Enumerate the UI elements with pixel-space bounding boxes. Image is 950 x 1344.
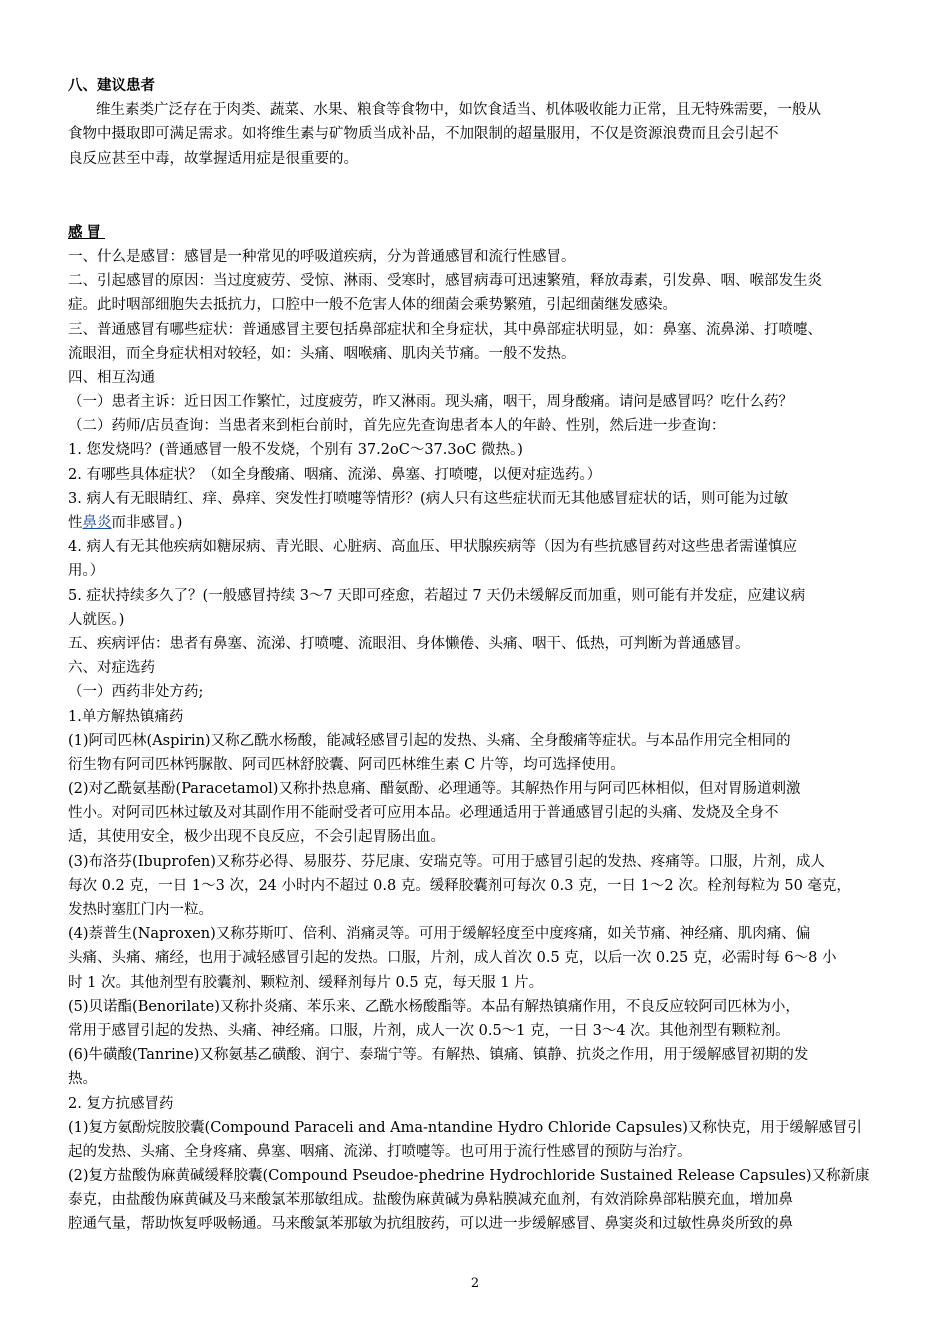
- text-line: （二）药师/店员查询：当患者来到柜台前时，首先应先查询患者本人的年龄、性别，然后进一步查询：: [68, 418, 726, 435]
- text-line: （一）患者主诉：近日因工作繁忙，过度疲劳，昨又淋雨。现头痛，咽干，周身酸痛。请问是感冒吗？吃什么药？: [68, 394, 793, 411]
- text-line: (6)牛磺酸(Tanrine)又称氨基乙磺酸、润宁、泰瑞宁等。有解热、镇痛、镇静、抗炎之作用，用于缓解感冒初期的发: [68, 1047, 809, 1064]
- text-line: (1)复方氨酚烷胺胶囊(Compound Paraceli and Ama-ntandine Hydro Chloride Capsules)又称快克，用于缓解感冒引: [68, 1119, 862, 1136]
- text-line: 性小。对阿司匹林过敏及对其副作用不能耐受者可应用本品。必理通适用于普通感冒引起的头痛、发烧及全身不: [68, 805, 779, 822]
- text-line: 1. 您发烧吗？(普通感冒一般不发烧，个别有 37.2oC～37.3oC 微热。): [68, 442, 523, 459]
- text-line: 用。）: [68, 563, 105, 580]
- text-line: 人就医。): [68, 611, 125, 628]
- page-number: 2: [470, 1276, 480, 1291]
- text-line: (1)阿司匹林(Aspirin)又称乙酰水杨酸，能减轻感冒引起的发热、头痛、全身酸痛等症状。与本品作用完全相同的: [68, 732, 791, 749]
- rhinitis-link[interactable]: 鼻炎: [82, 515, 112, 531]
- text-fragment: 而非感冒。): [111, 515, 183, 531]
- text-line: 发热时塞肛门内一粒。: [68, 902, 213, 918]
- text-line: （一）西药非处方药;: [68, 684, 204, 701]
- section-gap: [68, 171, 883, 221]
- document-page: [68, 74, 883, 1261]
- text-line: 六、对症选药: [68, 660, 155, 677]
- text-line: 症。此时咽部细胞失去抵抗力，口腔中一般不危害人体的细菌会乘势繁殖，引起细菌继发感染。: [68, 297, 677, 314]
- text-line: [68, 1237, 883, 1261]
- text-line: (4)萘普生(Naproxen)又称芬斯叮、倍利、消痛灵等。可用于缓解轻度至中度疼痛，如关节痛、神经痛、肌肉痛、偏: [68, 926, 811, 943]
- text-line: 流眼泪，而全身症状相对较轻，如：头痛、咽喉痛、肌肉关节痛。一般不发热。: [68, 345, 576, 362]
- text-line: [68, 511, 883, 535]
- text-line: 适，其使用安全，极少出现不良反应，不会引起胃肠出血。: [68, 829, 445, 846]
- text-line: 泰克，由盐酸伪麻黄碱及马来酸氯苯那敏组成。盐酸伪麻黄碱为鼻粘膜减充血剂，有效消除鼻部粘膜充血，增加鼻: [68, 1192, 793, 1209]
- paragraph-line: 维生素类广泛存在于肉类、蔬菜、水果、粮食等食物中，如饮食适当、机体吸收能力正常，且无特殊需要，一般从: [96, 102, 821, 119]
- text-line: 每次 0.2 克，一日 1～3 次，24 小时内不超过 0.8 克。缓释胶囊剂可每次 0.3 克，一日 1～2 次。栓剂每粒为 50 毫克，: [68, 877, 851, 894]
- text-line: (3)布洛芬(Ibuprofen)又称芬必得、易服芬、芬尼康、安瑞克等。可用于感冒引起的发热、疼痛等。口服，片剂，成人: [68, 853, 825, 870]
- text-line: 4. 病人有无其他疾病如糖尿病、青光眼、心脏病、高血压、甲状腺疾病等（因为有些抗感冒药对这些患者需谨慎应: [68, 539, 797, 556]
- text-line: (2)对乙酰氨基酚(Paracetamol)又称扑热息痛、醋氨酚、必理通等。其解热作用与阿司匹林相似，但对胃肠道刺激: [68, 781, 801, 798]
- text-line: 2. 有哪些具体症状？（如全身酸痛、咽痛、流涕、鼻塞、打喷嚏，以便对症选药。）: [68, 466, 602, 483]
- text-line: 一、什么是感冒：感冒是一种常见的呼吸道疾病，分为普通感冒和流行性感冒。: [68, 248, 576, 265]
- text-line: 二、引起感冒的原因：当过度疲劳、受惊、淋雨、受寒时，感冒病毒可迅速繁殖，释放毒素，引发鼻、咽、喉部发生炎: [68, 273, 822, 290]
- paragraph-line: 良反应甚至中毒，故掌握适用症是很重要的。: [68, 150, 358, 167]
- text-line: 常用于感冒引起的发热、头痛、神经痛。口服，片剂，成人一次 0.5～1 克，一日 3～4 次。其他剂型有颗粒剂。: [68, 1022, 790, 1039]
- text-line: 五、疾病评估：患者有鼻塞、流涕、打喷嚏、流眼泪、身体懒倦、头痛、咽干、低热，可判断为普通感冒。: [68, 635, 750, 652]
- text-line: 2. 复方抗感冒药: [68, 1095, 174, 1112]
- text-line: 5. 症状持续多久了？(一般感冒持续 3～7 天即可痊愈，若超过 7 天仍未缓解反而加重，则可能有并发症，应建议病: [68, 587, 806, 604]
- text-line: 腔通气量，帮助恢复呼吸畅通。马来酸氯苯那敏为抗组胺药，可以进一步缓解感冒、鼻窦炎和过敏性鼻炎所致的鼻: [68, 1216, 793, 1233]
- text-line: (5)贝诺酯(Benorilate)又称扑炎痛、苯乐来、乙酰水杨酸酯等。本品有解热镇痛作用，不良反应较阿司匹林为小，: [68, 998, 800, 1015]
- text-line: 1.单方解热镇痛药: [68, 708, 184, 725]
- text-fragment: 性: [68, 515, 83, 531]
- text-line: 三、普通感冒有哪些症状：普通感冒主要包括鼻部症状和全身症状，其中鼻部症状明显，如：鼻塞、流鼻涕、打喷嚏、: [68, 321, 822, 338]
- text-line: 起的发热、头痛、全身疼痛、鼻塞、咽痛、流涕、打喷嚏等。也可用于流行性感冒的预防与治疗。: [68, 1143, 692, 1160]
- cold-title: 感冒: [68, 223, 105, 241]
- text-line: 热。: [68, 1071, 97, 1088]
- text-line: (2)复方盐酸伪麻黄碱缓释胶囊(Compound Pseudoe-phedrine Hydrochloride Sustained Release Capsules)又称新康: [68, 1168, 870, 1185]
- text-line: 3. 病人有无眼睛红、痒、鼻痒、突发性打喷嚏等情形？(病人只有这些症状而无其他感冒症状的话，则可能为过敏: [68, 490, 789, 507]
- paragraph-line: 食物中摄取即可满足需求。如将维生素与矿物质当成补品，不加限制的超量服用，不仅是资源浪费而且会引起不: [68, 126, 779, 143]
- text-line: 时 1 次。其他剂型有胶囊剂、颗粒剂、缓释剂每片 0.5 克，每天服 1 片。: [68, 974, 544, 991]
- section-heading: 八、建议患者: [68, 77, 155, 94]
- text-line: 四、相互沟通: [68, 369, 155, 386]
- text-line: 衍生物有阿司匹林钙脲散、阿司匹林舒胶囊、阿司匹林维生素 C 片等，均可选择使用。: [68, 756, 625, 773]
- text-line: 头痛、头痛、痛经，也用于减轻感冒引起的发热。口服，片剂，成人首次 0.5 克，以后一次 0.25 克，必需时每 6～8 小: [68, 950, 837, 967]
